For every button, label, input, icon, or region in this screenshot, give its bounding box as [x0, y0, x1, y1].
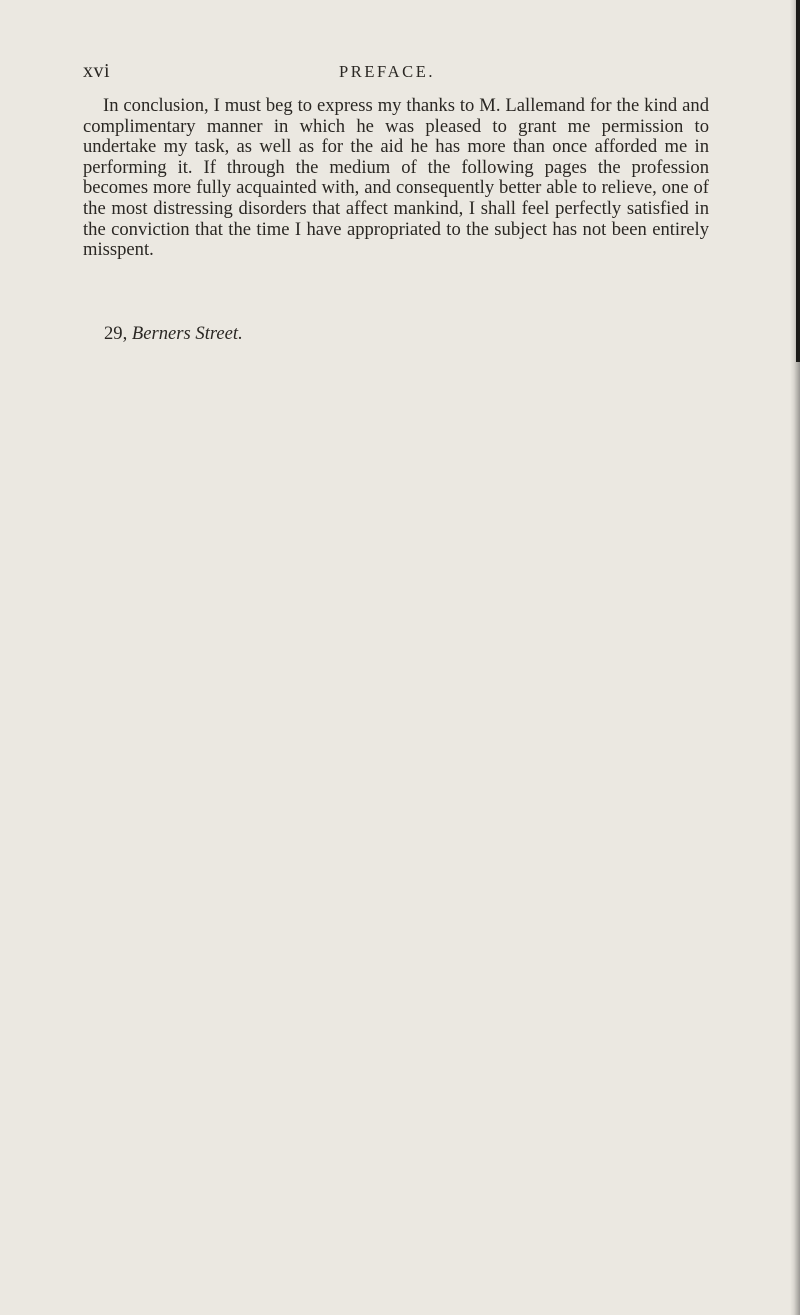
address-signature — [104, 323, 243, 345]
page-header — [83, 60, 703, 86]
preface-paragraph-text: In conclusion, I must beg to express my thanks to M. Lallemand for the kind and complimentary manner in which he was pleased to grant me permission to undertake my task, as well as for the aid he has more than once afforded me in performing it. If through the medium of the following pages the profession becomes more fully acquainted with, and consequently better able to relieve, one of the most distressing disorders that affect mankind, I shall feel perfectly satisfied in the conviction that the time I have appropriated to the subject has not been entirely misspent. — [83, 95, 709, 261]
page-number: xvi — [83, 60, 111, 82]
page-edge-binding — [796, 0, 800, 362]
preface-paragraph — [83, 96, 709, 261]
address-number: 29, — [104, 323, 128, 344]
running-head: PREFACE. — [339, 62, 436, 81]
address-street: Berners Street. — [131, 323, 243, 344]
